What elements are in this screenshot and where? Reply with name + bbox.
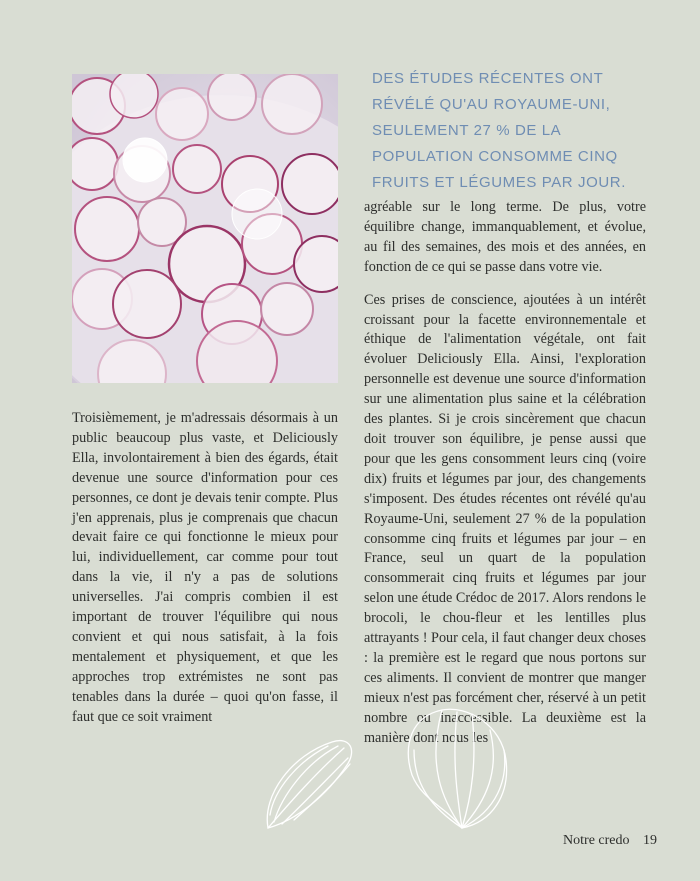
page-number: 19 [643, 833, 657, 848]
right-paragraph-1: agréable sur le long terme. De plus, votre équilibre change, immanquablement, et évolue, au fil des semaines, des mois et des années, en fonction de ce qui se passe dans votre vie. [364, 199, 646, 275]
left-paragraph: Troisièmement, je m'adressais désormais à un public beaucoup plus vaste, et Deliciously Ella, involontairement à bien des égards, était devenue une source d'information pour ces personnes, ce dont je devais tenir compte. Plus j'en apprenais, plus je comprenais que chacun devait faire ce qui fonctionne le mieux pour lui, individuellement, car comme pour tout dans la vie, il n'y a pas de solutions universelles. J'ai compris combien il est important de trouver l'équilibre qui nous convient et qui nous satisfait, à la fois mentalement et physiquement, et que les approches trop extrémistes ne sont pas tenables dans la durée – quoi qu'on fasse, il faut que ce soit vraiment [72, 410, 338, 725]
radish-slices-illustration [72, 74, 338, 383]
left-text-column [72, 409, 338, 728]
radish-photo [72, 74, 338, 383]
page-footer [563, 833, 657, 849]
pull-quote: DES ÉTUDES RÉCENTES ONT RÉVÉLÉ QU'AU ROYAUME-UNI, SEULEMENT 27 % DE LA POPULATION CONSOMME CINQ FRUITS ET LÉGUMES PAR JOUR. [372, 70, 627, 191]
section-title: Notre credo [563, 833, 630, 848]
right-paragraph-2: Ces prises de conscience, ajoutées à un intérêt croissant pour la facette environnementale et éthique de l'alimentation végétale, ont fait évoluer Deliciously Ella. Ainsi, l'exploration personnelle est devenue une source d'information sur une alimentation plus saine et la célébration des plantes. Si je crois sincèrement que chacun doit trouver son équilibre, je pense aussi que pour que les gens consomment leurs cinq (voire dix) fruits et légumes par jour, des changements s'imposent. Des études récentes ont révélé qu'au Royaume-Uni, seulement 27 % de la population consomme cinq fruits et légumes par jour – en France, seul un quart de la population consommerait cinq fruits et légumes par jour selon une étude Crédoc de 2017. Alors rendons le brocoli, le chou-fleur et les lentilles plus attrayants ! Pour cela, il faut changer deux choses : la première est le regard que nous portons sur ces aliments. Il convient de montrer que manger mieux n'est pas forcément cher, réservé à un petit nombre ou inaccessible. La deuxième est la manière dont nous les [364, 291, 646, 746]
right-text-column [364, 198, 646, 748]
seed-line-illustration [262, 700, 522, 835]
